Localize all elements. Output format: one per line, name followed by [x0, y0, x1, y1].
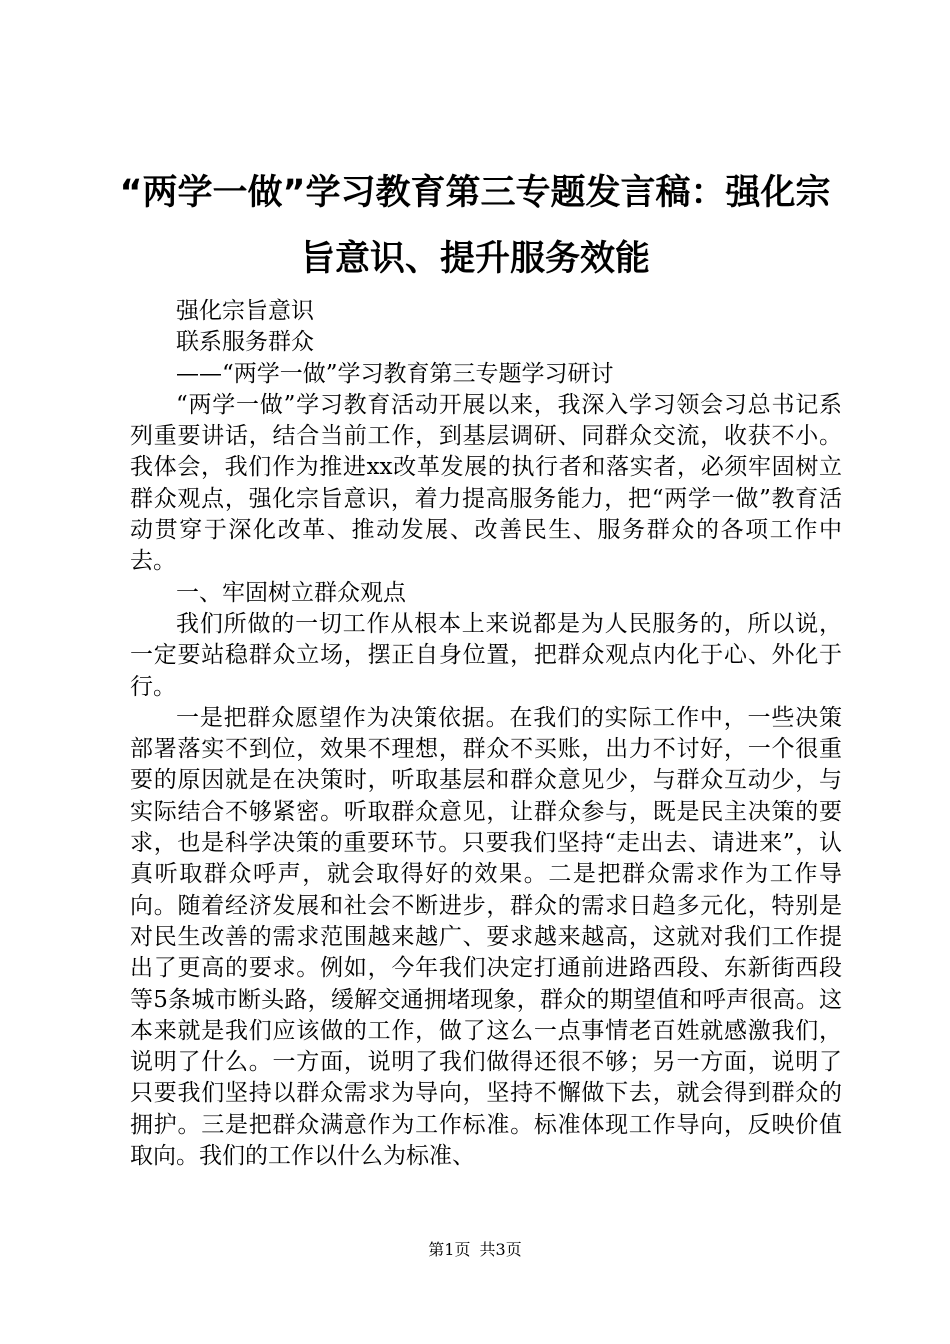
page-number-total: 共3页: [479, 1240, 522, 1259]
paragraph-section-1-points: 一是把群众愿望作为决策依据。在我们的实际工作中，一些决策部署落实不到位，效果不理想，群众不买账，出力不讨好，一个很重要的原因就是在决策时，听取基层和群众意见少，与群众互动少，与实际结合不够紧密。听取群众意见，让群众参与，既是民主决策的要求，也是科学决策的重要环节。只要我们坚持“走出去、请进来”，认真听取群众呼声，就会取得好的效果。二是把群众需求作为工作导向。随着经济发展和社会不断进步，群众的需求日趋多元化，特别是对民生改善的需求范围越来越广、要求越来越高，这就对我们工作提出了更高的要求。例如，今年我们决定打通前进路西段、东新街西段等5条城市断头路，缓解交通拥堵现象，群众的期望值和呼声很高。这本来就是我们应该做的工作，做了这么一点事情老百姓就感激我们，说明了什么。一方面，说明了我们做得还很不够；另一方面，说明了只要我们坚持以群众需求为导向，坚持不懈做下去，就会得到群众的拥护。三是把群众满意作为工作标准。标准体现工作导向，反映价值取向。我们的工作以什么为标准、: [130, 704, 842, 1170]
paragraph-section-1: 我们所做的一切工作从根本上来说都是为人民服务的，所以说，一定要站稳群众立场，摆正自身位置，把群众观点内化于心、外化于行。: [130, 610, 842, 700]
section-heading-1: 一、牢固树立群众观点: [176, 579, 406, 606]
document-body: [130, 296, 842, 1172]
document-title: “两学一做”学习教育第三专题发言稿：强化宗旨意识、提升服务效能: [119, 173, 831, 279]
paragraph-subtitle-2: 联系服务群众: [176, 329, 314, 356]
paragraph-subtitle-3: ——“两学一做”学习教育第三专题学习研讨: [176, 360, 614, 387]
page-footer: [0, 1240, 950, 1260]
paragraph-intro: “两学一做”学习教育活动开展以来，我深入学习领会习总书记系列重要讲话，结合当前工作，到基层调研、同群众交流，收获不小。我体会，我们作为推进xx改革发展的执行者和落实者，必须牢固树立群众观点，强化宗旨意识，着力提高服务能力，把“两学一做”教育活动贯穿于深化改革、推动发展、改善民生、服务群众的各项工作中去。: [130, 391, 842, 575]
page-number-current: 第1页: [428, 1240, 471, 1259]
paragraph-subtitle-1: 强化宗旨意识: [176, 298, 314, 324]
